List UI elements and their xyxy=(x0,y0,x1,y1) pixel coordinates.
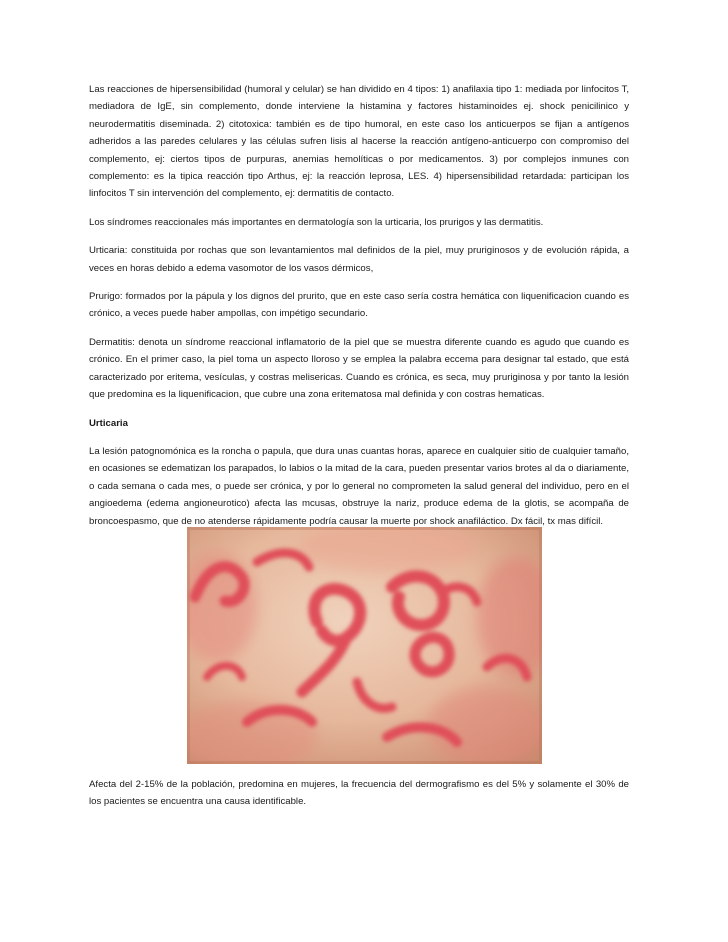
paragraph-reactional-syndromes: Los síndromes reaccionales más importantes en dermatología son la urticaria, los prurigos y las dermatitis. xyxy=(89,216,544,228)
paragraph-urticaria-prevalence: Afecta del 2-15% de la población, predomina en mujeres, la frecuencia del dermografismo es del 5% y solamente el 30% de los pacientes se encuentra una causa identificable. xyxy=(89,779,629,808)
document-body xyxy=(89,81,629,530)
section-heading-urticaria: Urticaria xyxy=(89,417,128,429)
document-body-continued xyxy=(89,776,629,811)
urticaria-photo xyxy=(187,527,542,764)
paragraph-urticaria-definition: Urticaria: constituida por rochas que son levantamientos mal definidos de la piel, muy pruriginosos y de evolución rápida, a veces en horas debido a edema vasomotor de los vasos dérmicos, xyxy=(89,245,629,274)
paragraph-urticaria-lesion: La lesión patognomónica es la roncha o papula, que dura unas cuantas horas, aparece en cualquier sitio de cualquier tamaño, en ocasiones se edematizan los parapados, lo labios o la mitad de la cara, pueden presentar varios brotes al da o diariamente, o cada semana o cada mes, o puede ser crónica, y por lo general no comprometen la salud general del individuo, pero en el angioedema (edema angioneurotico) afecta las mcusas, obstruye la nariz, produce edema de la glotis, se acompaña de broncoespasmo, que de no atenderse rápidamente podría causar la muerte por shock anafiláctico. Dx fácil, tx mas difícil. xyxy=(89,445,629,527)
urticaria-skin-image xyxy=(187,527,542,764)
paragraph-prurigo-definition: Prurigo: formados por la pápula y los dignos del prurito, que en este caso sería costra hemática con liquenificacion cuando es crónico, a veces puede haber ampollas, con impétigo secundario. xyxy=(89,291,629,320)
paragraph-dermatitis-definition: Dermatitis: denota un síndrome reaccional inflamatorio de la piel que se muestra diferente cuando es agudo que cuando es crónico. En el primer caso, la piel toma un aspecto lloroso y se emplea la palabra eccema para designar tal estado, que está caracterizado por eritema, vesículas, y costras melisericas. Cuando es crónica, es seca, muy pruriginosa y por tanto la lesión que predomina es la liquenificacion, que cubre una zona eritematosa mal definida y con costras hematicas. xyxy=(89,336,629,401)
paragraph-hypersensitivity-types: Las reacciones de hipersensibilidad (humoral y celular) se han dividido en 4 tipos: 1) anafilaxia tipo 1: mediada por linfocitos T, mediadora de IgE, sin complemento, donde interviene la histamina y factores histaminoides ej. shock penicilinico y neurodermatitis diseminada. 2) citotoxica: también es de tipo humoral, en este caso los anticuerpos se fijan a antígenos adheridos a las paredes celulares y las células sufren lisis al hacerse la reacción antígeno-anticuerpo con compromiso del complemento, ej: ciertos tipos de purpuras, anemias hemolíticas o por medicamentos. 3) por complejos inmunes con complemento: es la tipica reacción tipo Arthus, ej: la reacción leprosa, LES. 4) hipersensibilidad retardada: participan los linfocitos T sin intervención del complemento, ej: dermatitis de contacto. xyxy=(89,84,629,200)
